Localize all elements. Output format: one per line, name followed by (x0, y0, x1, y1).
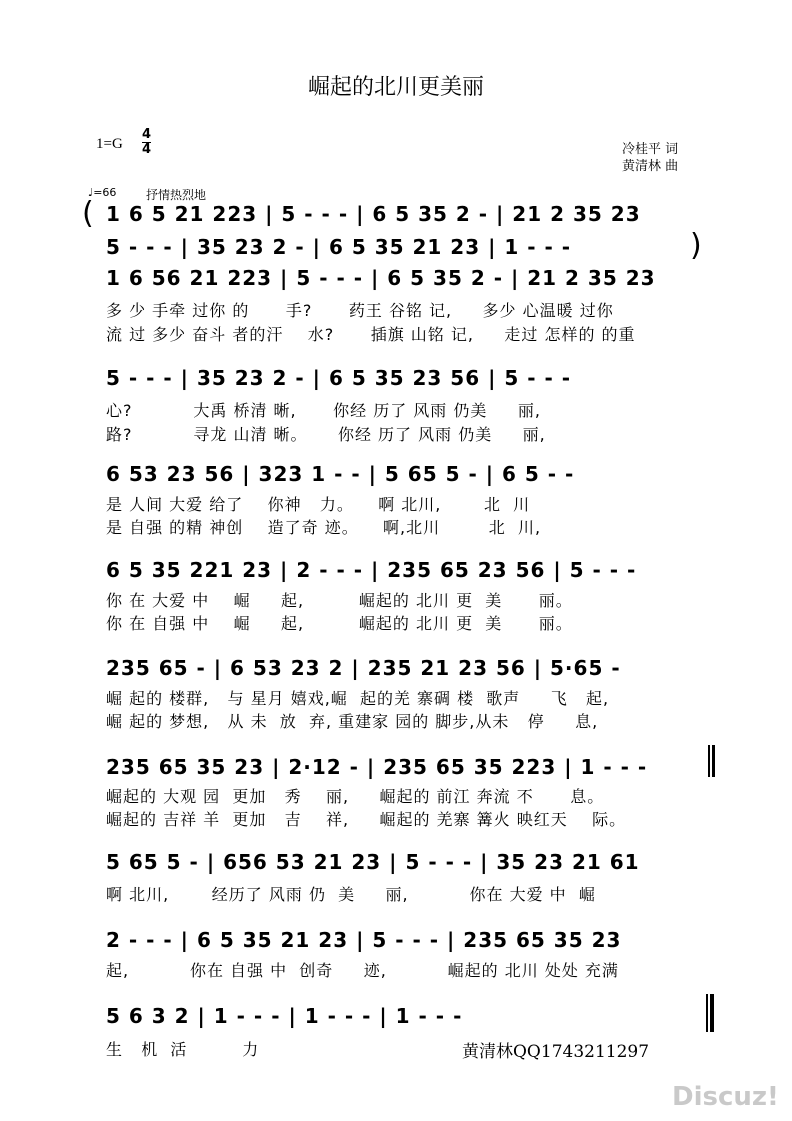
repeat-barline-thick (712, 745, 715, 777)
lyric-row-11: 生 机 活 力 (106, 1040, 260, 1059)
final-barline-thick (710, 994, 714, 1032)
lyric-row-6-verse-1: 你 在 大爱 中 崛 起, 崛起的 北川 更 美 丽。 (106, 591, 573, 610)
lyric-row-9: 啊 北川, 经历了 风雨 仍 美 丽, 你在 大爱 中 崛 (106, 885, 596, 904)
repeat-open-paren: ( (82, 196, 94, 231)
key-signature: 1=G (96, 136, 123, 152)
lyric-row-3-verse-1: 多 少 手牵 过你 的 手? 药王 谷铭 记, 多少 心温暖 过你 (106, 301, 614, 320)
time-signature (142, 128, 151, 157)
lyric-row-7-verse-2: 崛 起的 梦想, 从 未 放 弃, 重建家 园的 脚步,从未 停 息, (106, 712, 599, 731)
notation-row-5: 6 53 23 56 | 323 1 - - | 5 65 5 - | 6 5 - - (106, 462, 575, 486)
repeat-barline-thin (708, 745, 710, 777)
lyric-row-8-verse-1: 崛起的 大观 园 更加 秀 丽, 崛起的 前江 奔流 不 息。 (106, 787, 605, 806)
composer: 黄清林 曲 (622, 159, 679, 174)
lyric-row-4-verse-2: 路? 寻龙 山清 晰。 你经 历了 风雨 仍美 丽, (106, 425, 546, 444)
lyric-row-5-verse-1: 是 人间 大爱 给了 你神 力。 啊 北川, 北 川 (106, 495, 531, 514)
final-barline-thin (706, 994, 708, 1032)
notation-row-10: 2 - - - | 6 5 35 21 23 | 5 - - - | 235 65 35 23 (106, 928, 622, 952)
notation-row-4: 5 - - - | 35 23 2 - | 6 5 35 23 56 | 5 - - - (106, 366, 572, 390)
lyric-row-7-verse-1: 崛 起的 楼群, 与 星月 嬉戏,崛 起的羌 寨碉 楼 歌声 飞 起, (106, 689, 610, 708)
arranger-credit: 黄清林QQ1743211297 (462, 1042, 650, 1062)
notation-row-11: 5 6 3 2 | 1 - - - | 1 - - - | 1 - - - (106, 1004, 463, 1028)
lyricist: 冷桂平 词 (622, 142, 679, 157)
expression-mark: 抒情热烈地 (146, 188, 207, 202)
notation-row-1: 1 6 5 21 223 | 5 - - - | 6 5 35 2 - | 21 2 35 23 (106, 202, 641, 226)
lyric-row-8-verse-2: 崛起的 吉祥 羊 更加 吉 祥, 崛起的 羌寨 篝火 映红天 际。 (106, 810, 627, 829)
lyric-row-4-verse-1: 心? 大禹 桥清 晰, 你经 历了 风雨 仍美 丽, (106, 401, 541, 420)
forum-watermark: Discuz! (672, 1082, 779, 1112)
notation-row-9: 5 65 5 - | 656 53 21 23 | 5 - - - | 35 23 21 61 (106, 850, 640, 874)
lyric-row-10: 起, 你在 自强 中 创奇 迹, 崛起的 北川 处处 充满 (106, 961, 619, 980)
lyric-row-3-verse-2: 流 过 多少 奋斗 者的汗 水? 插旗 山铭 记, 走过 怎样的 的重 (106, 325, 636, 344)
notation-row-3: 1 6 56 21 223 | 5 - - - | 6 5 35 2 - | 21 2 35 23 (106, 266, 656, 290)
repeat-close-paren: ) (690, 228, 702, 263)
notation-row-6: 6 5 35 221 23 | 2 - - - | 235 65 23 56 | 5 - - - (106, 558, 637, 582)
time-sig-top: 4 (142, 127, 152, 142)
tempo-mark: ♩=66 (88, 186, 117, 199)
notation-row-2: 5 - - - | 35 23 2 - | 6 5 35 21 23 | 1 - - - (106, 235, 572, 259)
time-sig-bottom: 4 (142, 142, 152, 157)
notation-row-7: 235 65 - | 6 53 23 2 | 235 21 23 56 | 5·65 - (106, 656, 621, 680)
lyric-row-5-verse-2: 是 自强 的精 神创 造了奇 迹。 啊,北川 北 川, (106, 518, 542, 537)
page-title: 崛起的北川更美丽 (307, 75, 484, 100)
notation-row-8: 235 65 35 23 | 2·12 - | 235 65 35 223 | 1 - - - (106, 755, 648, 779)
lyric-row-6-verse-2: 你 在 自强 中 崛 起, 崛起的 北川 更 美 丽。 (106, 614, 573, 633)
